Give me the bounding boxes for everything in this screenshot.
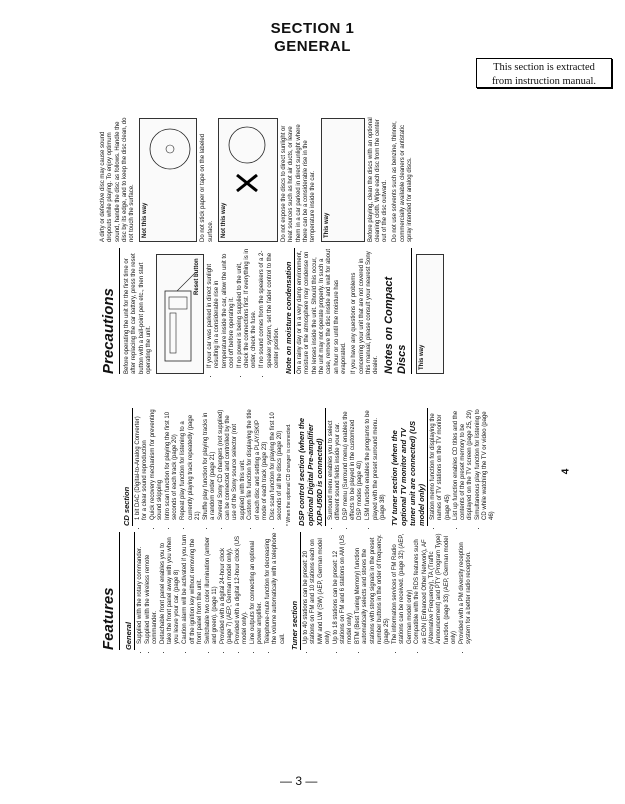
list-item: • Compatible with the RDS features such as EON (Enhanced Other Network), AF (Alternative Frequency), TA (Traffic Announcement) and PTY (Program Type) function. (page 33) (AEP, German model only) [414, 532, 458, 644]
list-item: • Disc scan function for playing the first 10 seconds of all the discs (page 20) [270, 408, 285, 520]
list-item: • If no sound comes from the speakers of a 2-speaker system, set the fader control to the center position. [259, 248, 281, 368]
list-item: • Line outputs for connecting an optional power amplifier. [250, 532, 265, 644]
list-item: • Quick recovery mechanism for preventing sound skipping [150, 408, 165, 520]
reset-button-label: Reset button [194, 258, 201, 295]
list-item: • If your car was parked in direct sunlight resulting in a considerable rise in temperature inside the car, allow the unit to cool off before operating it. [207, 248, 236, 368]
this-way-figure-2 [321, 118, 365, 242]
tv-rule [427, 408, 428, 526]
moisture-heading: Note on moisture condensation [284, 261, 294, 374]
list-item: • Provided with a PM diversity reception system for a better radio reception. [459, 532, 474, 644]
cd-notes-column [100, 114, 417, 242]
disc-handling-text: A dirty or defective disc may cause sound dropouts while playing. To enjoy optimum sound, handle the disc as follows. Handle the disc by its edge, and to keep the disc clean, do not touch the surface. [100, 117, 136, 242]
extract-note-line2: from instruction manual. [491, 76, 597, 87]
list-item: • List up function enables CD titles and the contents of the preset memory to be displayed on the TV screen (page 25, 29) [453, 408, 475, 520]
disc-icon [140, 119, 196, 241]
list-item: • Simultaneous play function for listening to CD while watching the TV or video (page 46) [475, 408, 497, 520]
list-item: • Caution alarm will be activated if you turn off the ignition key without removing the front panel from the unit. [182, 532, 204, 644]
rotated-page-number: 4 [560, 468, 572, 475]
tuner-rule [300, 532, 301, 650]
list-item: • Repeat play function for listening to a currently playing track repeatedly (page 21) [180, 408, 202, 520]
list-item: • Up to 18 stations can be preset: 12 stations on FM and 6 stations on AM (US model only) [333, 532, 355, 644]
precautions-rule [119, 248, 120, 374]
tuner-heading: Tuner section [289, 600, 299, 650]
cd-heading: CD section [122, 486, 131, 526]
sunlight-text: Do not expose the discs to direct sunlight or heat sources such as hot air ducts, or leave them in a car parked in direct sunlight where there can be a considerable rise in the temperature inside the car. [281, 124, 317, 242]
cleaning-text: Before playing, clean the discs with an optional cleaning cloth. Wipe each disc from the center out of the disc outward. [367, 117, 389, 242]
list-item: • Custom file function for displaying the title of each disc and setting a PLAY/SKIP mode of each track (page 23) [247, 408, 269, 520]
section-number: SECTION 1 [270, 20, 355, 37]
list-item: • The information services of FM Radio stations can be received. (page 32) (AEP, German model only) [392, 532, 414, 644]
solvent-text: Do not use solvents such as benzine, thinner, commercially available cleaners or antistatic spray intended for analog discs. [392, 121, 414, 242]
sticker-text: Do not stick paper or tape on the labeled surface. [200, 133, 214, 242]
tuner-list [303, 532, 473, 650]
list-item: • Up to 40 stations can be preset: 20 stations on FM and 10 stations each on MW and LW (SW) (AEP, German model only) [303, 532, 332, 644]
general-rule [134, 532, 135, 650]
moisture-text: On a rainy day or in a very damp environment, moisture or the atmosphere may condense on the lenses inside the unit. Should this occur, the unit may not operate properly. In such a case, remove the disc inside and wait for about an hour or so until the moisture has evaporated. [297, 248, 347, 374]
precautions-title: Precautions [100, 288, 117, 374]
cd-list [135, 408, 284, 526]
list-item: • DSP menu (Surround menu) enables the effects to be played in the customized DSP modes (page 40) [343, 408, 365, 520]
list-item: • LSM function enables the programs to be played with the preset surround menu. (page 38) [365, 408, 387, 520]
tv-heading: TV tuner section (when the optional TV monitor and TV tuner unit are connected) (US model only) [390, 420, 427, 526]
cd-notes-title: Notes on Compact Discs [383, 276, 409, 374]
extract-note-line1: This section is extracted [493, 62, 595, 73]
tv-list [430, 408, 497, 526]
section-title: GENERAL [274, 38, 351, 55]
features-column-cd [119, 408, 497, 526]
list-item: • Provided with a digital 24-hour clock (page 7) (AEP, German model only). [220, 532, 235, 644]
precautions-intro: Before operating the unit for the first time or after replacing the car battery, press the reset button with a ball-point pen etc., then start operating the unit. [124, 253, 152, 374]
precautions-column [100, 248, 444, 374]
list-item: • Supplied with the rotary commander. [137, 532, 144, 644]
dsp-heading: DSP control section (when the optional Digital Pre-amplifier XDP-U50D is connected) [296, 417, 324, 526]
list-item: • Detachable front panel enables you to take the front panel away with you when you leave your car. (page 8) [160, 532, 182, 644]
dsp-rule [325, 408, 326, 526]
cd-notes-rule [411, 248, 412, 374]
moisture-rule [294, 248, 295, 374]
general-heading: General [124, 622, 133, 650]
not-this-way-label: Not this way [142, 202, 149, 238]
extract-note-box [476, 58, 612, 88]
not-this-way-figure-1 [139, 118, 197, 242]
list-item: • Switchable two color illumination (amber and green). (page 11) [205, 532, 220, 644]
list-item: • Telephone-mute function for decreasing the volume automatically with a telephone call. [265, 532, 287, 644]
general-list [137, 532, 287, 650]
list-item: • Supplied with the wireless remote commander. [145, 532, 160, 644]
features-title: Features [100, 587, 117, 650]
list-item: • Provided with a digital 12-hour clock (US model only). [235, 532, 250, 644]
list-item: • BTM (Best Tuning Memory) function automatically selects and stores the stations with strong signals in the preset number buttons in the order of frequency. (page 25) [355, 532, 391, 644]
section-header [0, 20, 625, 56]
features-rule [119, 532, 120, 650]
rotated-manual-page [100, 110, 530, 650]
list-item: • If no power is being supplied to the unit, check the connections first. If everything is in order, check the fuse. [237, 248, 259, 368]
precautions-list [207, 248, 281, 374]
reset-button-figure [156, 254, 204, 374]
list-item: • Several Sony CD changers (not supplied) can be connected and controlled by the use of the Sony source selector (not supplied) with this unit. [218, 408, 247, 520]
this-way-label: This way [419, 344, 426, 370]
page-number: — 3 — [280, 774, 318, 788]
list-item: • Station memo function for displaying the names of TV stations on the TV monitor (page 45) [430, 408, 452, 520]
cross-icon [219, 119, 277, 241]
list-item: • Intro scan function for playing the first 10 seconds of each track (page 20) [165, 408, 180, 520]
dsp-list [328, 408, 387, 526]
not-this-way-label-2: Not this way [221, 202, 228, 238]
list-item: • 1 bit DAC (Digital-to-Analog Converter) for a clear sound reproduction [135, 408, 150, 520]
features-column-general [100, 532, 474, 650]
cd-rule [132, 408, 133, 526]
this-way-label-2: This way [323, 212, 330, 238]
this-way-figure-1 [416, 254, 444, 374]
cd-footnote: * When the optional CD changer is connected. [286, 423, 293, 526]
list-item: • Shuffle play function for playing tracks in a random order (page 21) [203, 408, 218, 520]
not-this-way-figure-2 [218, 118, 278, 242]
questions-text: If you have any questions or problems concerning your unit that are not covered in this manual, please consult your nearest Sony dealer. [351, 251, 380, 374]
list-item: • Surround menu enables you to select different sound fields inside your car. [328, 408, 343, 520]
